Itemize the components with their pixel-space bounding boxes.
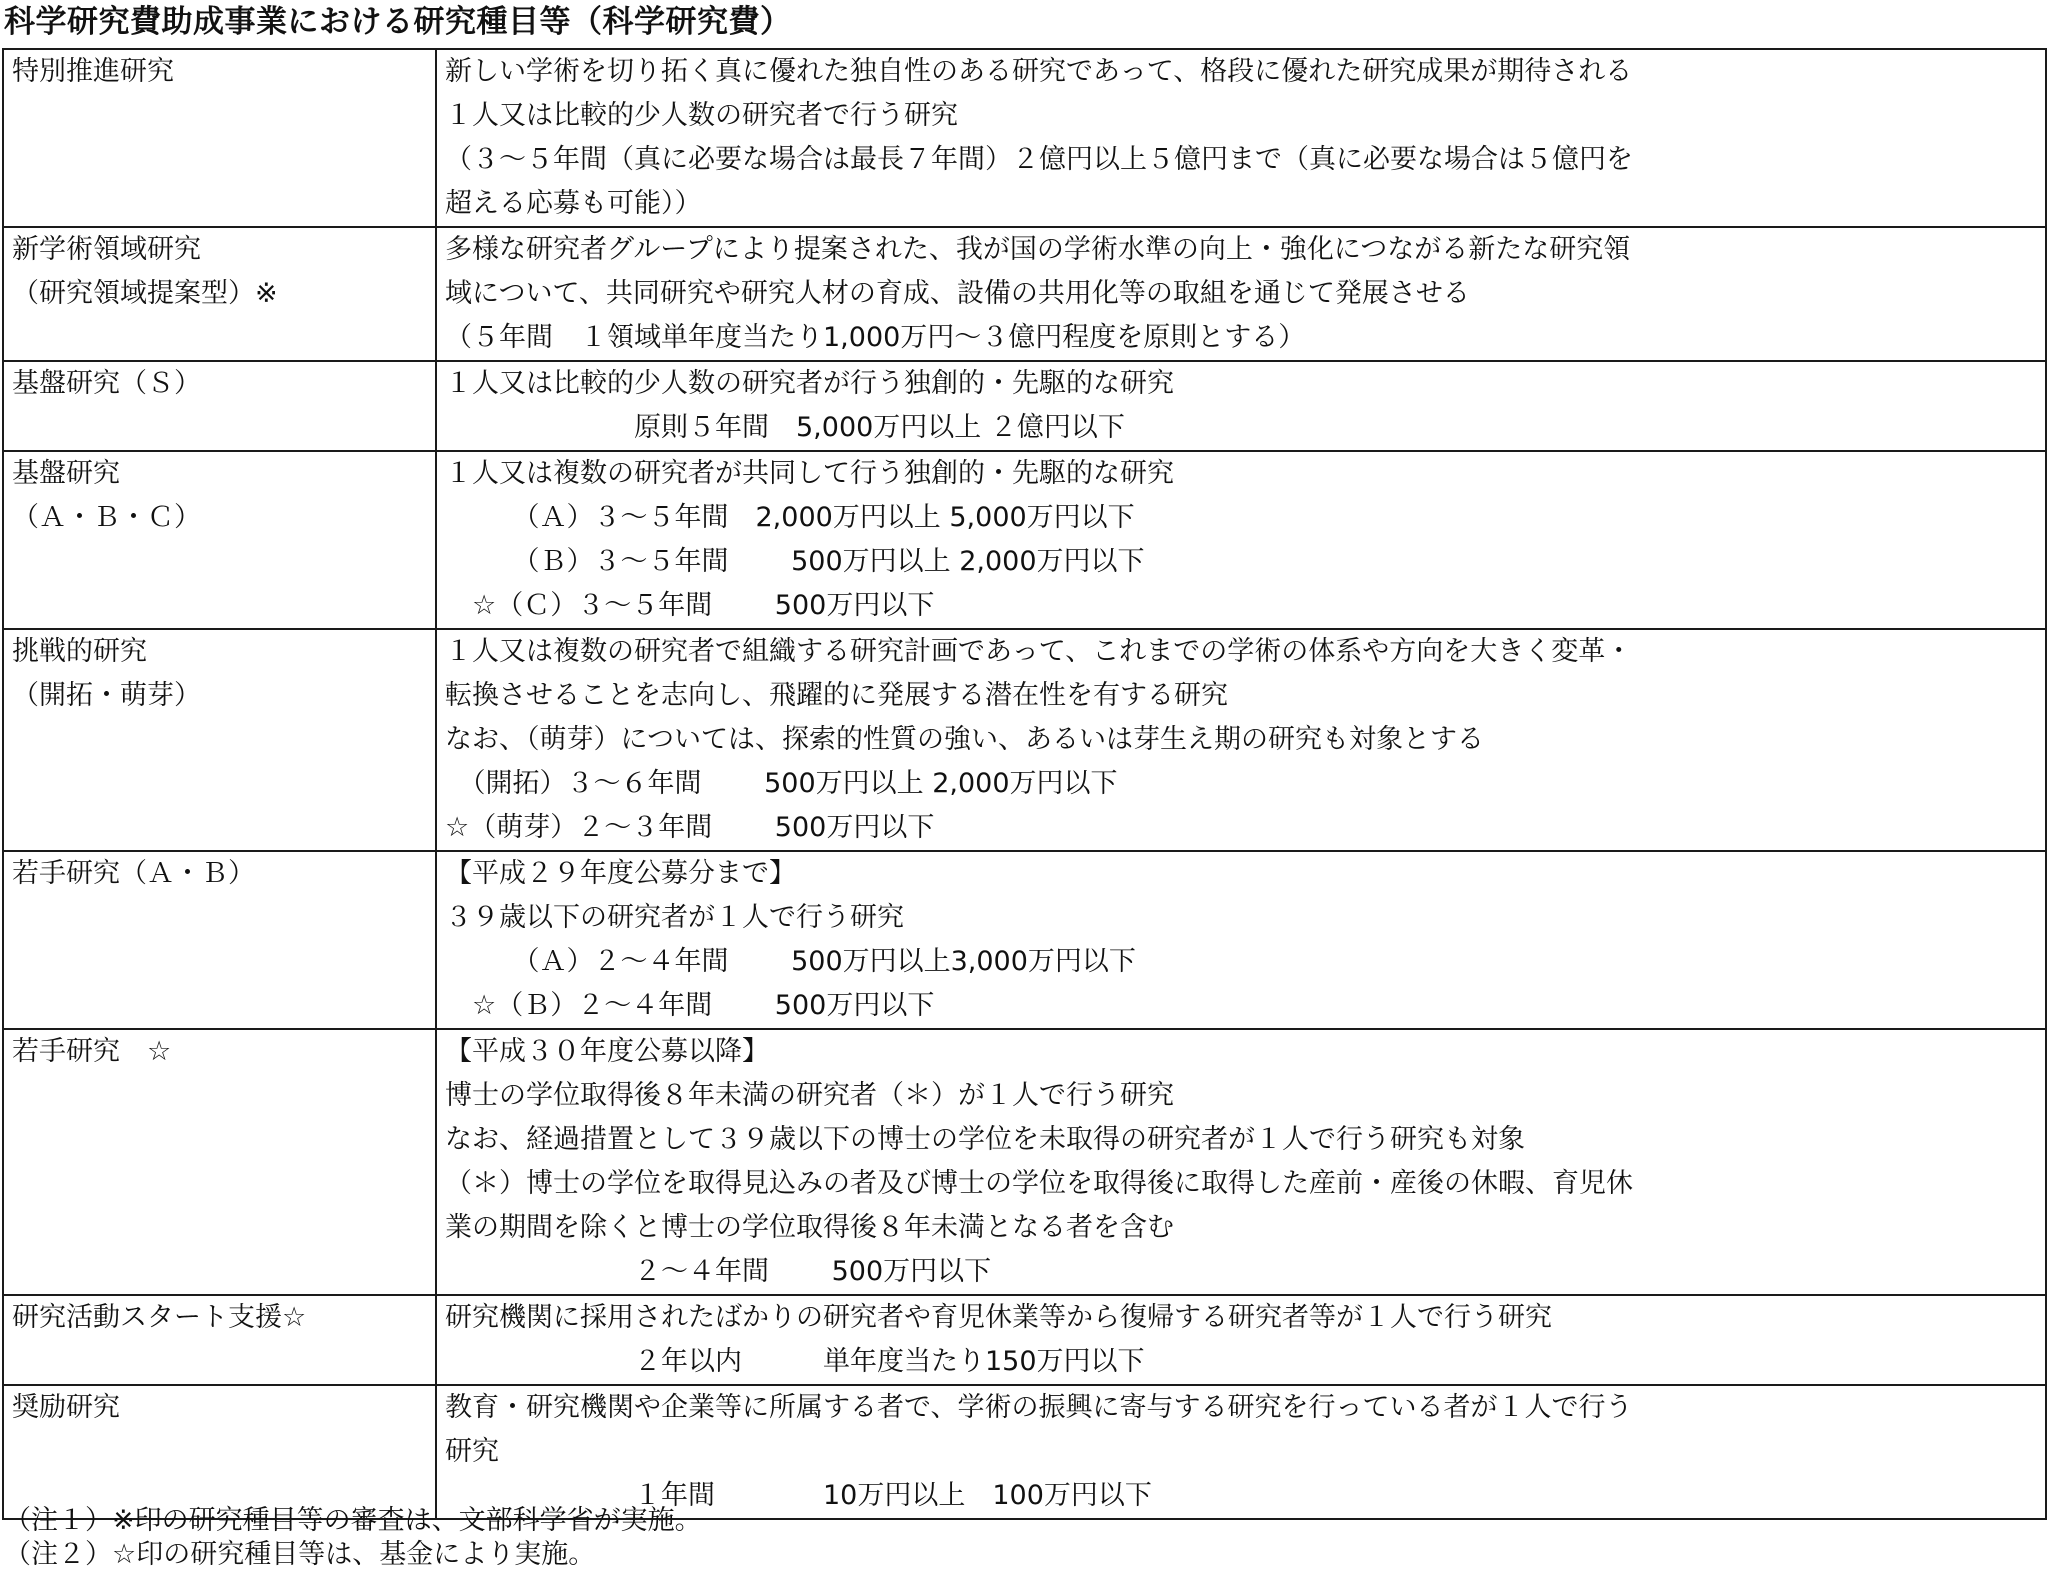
table-row xyxy=(3,227,2046,361)
table-row xyxy=(3,49,2046,227)
footnotes xyxy=(4,1504,702,1572)
table-row xyxy=(3,451,2046,629)
table-row xyxy=(3,851,2046,1029)
category-label: 挑戦的研究 xyxy=(12,636,147,667)
description-line: ☆（Ｂ）２～４年間 500万円以下 xyxy=(445,990,935,1021)
category-cell xyxy=(3,1029,436,1295)
description-cell xyxy=(436,629,2046,851)
description-line: 博士の学位取得後８年未満の研究者（＊）が１人で行う研究 xyxy=(445,1080,1174,1111)
description-line: １人又は複数の研究者が共同して行う独創的・先駆的な研究 xyxy=(445,458,1174,489)
category-label: （研究領域提案型）※ xyxy=(12,278,278,309)
category-label: （Ａ・Ｂ・Ｃ） xyxy=(12,502,201,533)
category-label: 若手研究（Ａ・Ｂ） xyxy=(12,858,255,889)
description-cell xyxy=(436,851,2046,1029)
description-cell xyxy=(436,1385,2046,1519)
category-label: 特別推進研究 xyxy=(12,56,174,87)
description-line: （５年間 １領域単年度当たり1,000万円～３億円程度を原則とする） xyxy=(445,322,1306,353)
description-line: （Ａ）２～４年間 500万円以上3,000万円以下 xyxy=(445,946,1136,977)
category-label: 研究活動スタート支援☆ xyxy=(12,1302,307,1333)
category-label: （開拓・萌芽） xyxy=(12,680,201,711)
description-line: 原則５年間 5,000万円以上 ２億円以下 xyxy=(445,412,1125,443)
description-cell xyxy=(436,1295,2046,1385)
description-line: １年間 10万円以上 100万円以下 xyxy=(445,1480,1152,1511)
description-line: 新しい学術を切り拓く真に優れた独自性のある研究であって、格段に優れた研究成果が期待される xyxy=(445,56,1633,87)
description-line: ２～４年間 500万円以下 xyxy=(445,1256,992,1287)
page-title: 科学研究費助成事業における研究種目等（科学研究費） xyxy=(4,4,792,40)
description-line: 転換させることを志向し、飛躍的に発展する潜在性を有する研究 xyxy=(445,680,1228,711)
description-cell xyxy=(436,361,2046,451)
description-cell xyxy=(436,451,2046,629)
category-cell xyxy=(3,1385,436,1519)
footnote-1: （注１）※印の研究種目等の審査は、文部科学省が実施。 xyxy=(4,1505,702,1536)
category-cell xyxy=(3,361,436,451)
description-line: （３～５年間（真に必要な場合は最長７年間）２億円以上５億円まで（真に必要な場合は５億円を xyxy=(445,144,1633,175)
category-cell xyxy=(3,451,436,629)
category-label: 奨励研究 xyxy=(12,1392,120,1423)
table-row xyxy=(3,629,2046,851)
description-line: １人又は複数の研究者で組織する研究計画であって、これまでの学術の体系や方向を大きく変革・ xyxy=(445,636,1633,667)
description-line: 【平成３０年度公募以降】 xyxy=(445,1036,769,1067)
description-line: １人又は比較的少人数の研究者が行う独創的・先駆的な研究 xyxy=(445,368,1174,399)
category-cell xyxy=(3,1295,436,1385)
description-line: 教育・研究機関や企業等に所属する者で、学術の振興に寄与する研究を行っている者が１人で行う xyxy=(445,1392,1633,1423)
category-cell xyxy=(3,851,436,1029)
description-line: （Ｂ）３～５年間 500万円以上 2,000万円以下 xyxy=(445,546,1145,577)
description-cell xyxy=(436,49,2046,227)
category-cell xyxy=(3,629,436,851)
category-label: 若手研究 ☆ xyxy=(12,1036,172,1067)
table-row xyxy=(3,1295,2046,1385)
description-line: （＊）博士の学位を取得見込みの者及び博士の学位を取得後に取得した産前・産後の休暇、育児休 xyxy=(445,1168,1633,1199)
description-line: 業の期間を除くと博士の学位取得後８年未満となる者を含む xyxy=(445,1212,1174,1243)
description-line: ☆（Ｃ）３～５年間 500万円以下 xyxy=(445,590,935,621)
description-line: （開拓）３～６年間 500万円以上 2,000万円以下 xyxy=(445,768,1118,799)
description-line: 研究機関に採用されたばかりの研究者や育児休業等から復帰する研究者等が１人で行う研究 xyxy=(445,1302,1552,1333)
description-line: １人又は比較的少人数の研究者で行う研究 xyxy=(445,100,958,131)
description-line: （Ａ）３～５年間 2,000万円以上 5,000万円以下 xyxy=(445,502,1135,533)
description-line: なお、経過措置として３９歳以下の博士の学位を未取得の研究者が１人で行う研究も対象 xyxy=(445,1124,1525,1155)
category-label: 基盤研究 xyxy=(12,458,120,489)
description-line: 域について、共同研究や研究人材の育成、設備の共用化等の取組を通じて発展させる xyxy=(445,278,1470,309)
category-label: 新学術領域研究 xyxy=(12,234,201,265)
category-cell xyxy=(3,227,436,361)
description-cell xyxy=(436,227,2046,361)
category-label: 基盤研究（Ｓ） xyxy=(12,368,201,399)
table-row xyxy=(3,1385,2046,1519)
description-line: 【平成２９年度公募分まで】 xyxy=(445,858,796,889)
description-line: ☆（萌芽）２～３年間 500万円以下 xyxy=(445,812,935,843)
description-line: ３９歳以下の研究者が１人で行う研究 xyxy=(445,902,904,933)
description-cell xyxy=(436,1029,2046,1295)
description-line: 超える応募も可能）） xyxy=(445,188,702,219)
description-line: 研究 xyxy=(445,1436,499,1467)
grant-types-table xyxy=(2,48,2047,1520)
description-line: 多様な研究者グループにより提案された、我が国の学術水準の向上・強化につながる新たな研究領 xyxy=(445,234,1631,265)
category-cell xyxy=(3,49,436,227)
description-line: なお、（萌芽）については、探索的性質の強い、あるいは芽生え期の研究も対象とする xyxy=(445,724,1484,755)
description-line: ２年以内 単年度当たり150万円以下 xyxy=(445,1346,1145,1377)
footnote-2: （注２）☆印の研究種目等は、基金により実施。 xyxy=(4,1539,596,1570)
table-row xyxy=(3,1029,2046,1295)
table-row xyxy=(3,361,2046,451)
